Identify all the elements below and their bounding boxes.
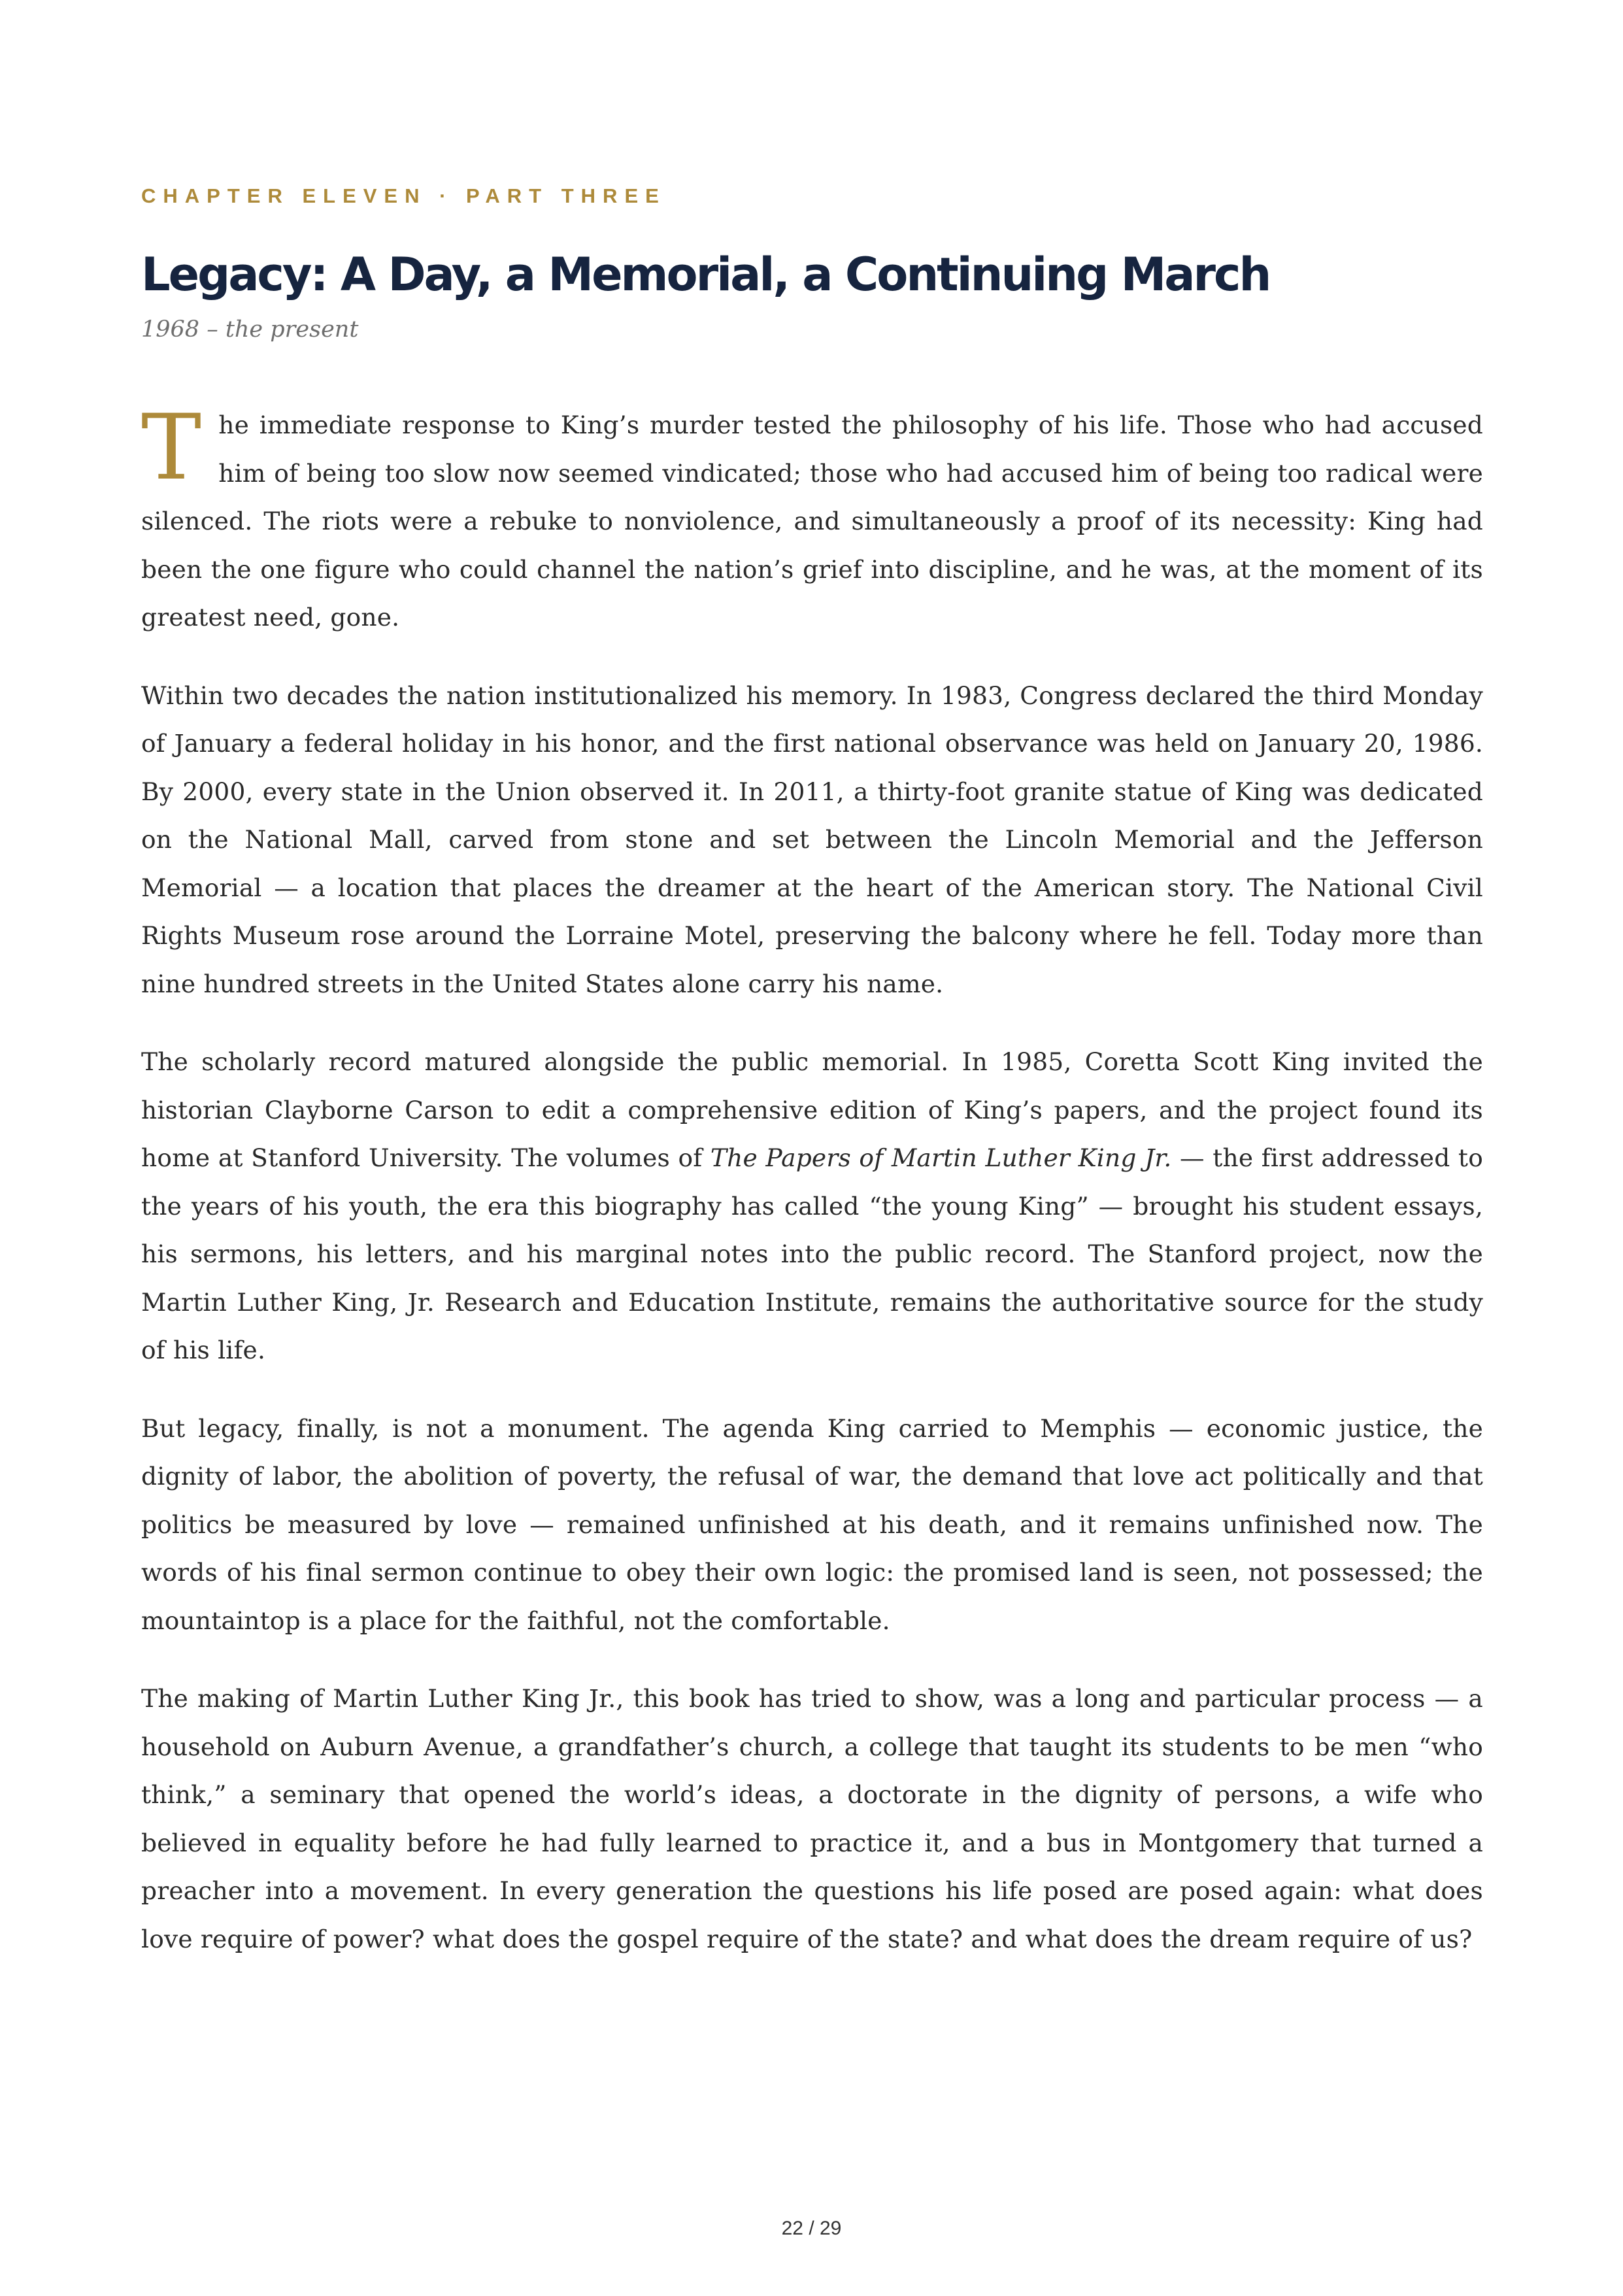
paragraph-4: But legacy, finally, is not a monument. The agenda King carried to Memphis — economic justice, the dignity of labor, the abolition of poverty, the refusal of war, the demand that love act politically and that politics be measured by love — remained unfinished at his death, and it remains unfinished now. The words of his final sermon continue to obey their own logic: the promised land is seen, not possessed; the mountaintop is a place for the faithful, not the comfortable.	[141, 1413, 1483, 1635]
chapter-content	[141, 177, 1483, 1993]
page-number: 22 / 29	[781, 2218, 842, 2239]
paragraph-1-text: he immediate response to King’s murder tested the philosophy of his life. Those who had accused him of being too slow now seemed vindicated; those who had accused him of being too radical were silenced. The riots were a rebuke to nonviolence, and simultaneously a proof of its necessity: King had been the one figure who could channel the nation’s grief into discipline, and he was, at the moment of its greatest need, gone.	[141, 411, 1483, 632]
chapter-body	[141, 395, 1483, 1963]
paragraph-3	[141, 1038, 1483, 1375]
paragraph-5: The making of Martin Luther King Jr., this book has tried to show, was a long and particular process — a household on Auburn Avenue, a grandfather’s church, a college that taught its students to be men “who think,” a seminary that opened the world’s ideas, a doctorate in the dignity of persons, a wife who believed in equality before he had fully learned to practice it, and a bus in Montgomery that turned a preacher into a movement. In every generation the questions his life posed are posed again: what does love require of power? what does the gospel require of the state? and what does the dream require of us?	[141, 1684, 1483, 1953]
chapter-title: Legacy: A Day, a Memorial, a Continuing March	[141, 248, 1270, 301]
drop-cap: T	[141, 395, 202, 500]
book-title-italic: The Papers of Martin Luther King Jr.	[710, 1143, 1172, 1172]
paragraph-1	[141, 395, 1483, 642]
chapter-dates: 1968 – the present	[141, 316, 359, 343]
paragraph-3-text-end: — the first addressed to the years of his youth, the era this biography has called “the young King” — brought his student essays, his sermons, his letters, and his marginal notes into the public record. The Stanford project, now the Martin Luther King, Jr. Research and Education Institute, remains the authoritative source for the study of his life.	[141, 1143, 1483, 1364]
paragraph-2: Within two decades the nation institutionalized his memory. In 1983, Congress declared the third Monday of January a federal holiday in his honor, and the first national observance was held on January 20, 1986. By 2000, every state in the Union observed it. In 2011, a thirty-foot granite statue of King was dedicated on the National Mall, carved from stone and set between the Lincoln Memorial and the Jefferson Memorial — a location that places the dreamer at the heart of the American story. The National Civil Rights Museum rose around the Lorraine Motel, preserving the balcony where he fell. Today more than nine hundred streets in the United States alone carry his name.	[141, 681, 1483, 998]
chapter-label: CHAPTER ELEVEN · PART THREE	[141, 184, 666, 207]
paragraph-3-text-start: The scholarly record matured alongside the public memorial. In 1985, Coretta Scott King invited the historian Clayborne Carson to edit a comprehensive edition of King’s papers, and the project found its home at Stanford University. The volumes of	[141, 1047, 1483, 1172]
